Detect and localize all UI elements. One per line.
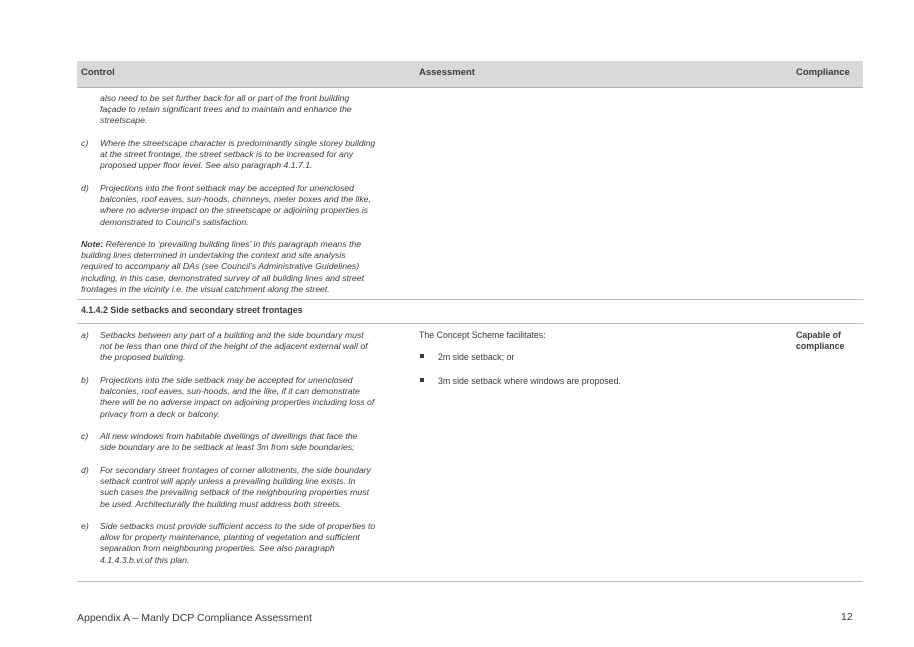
text-line: Capable of <box>796 330 841 340</box>
text-line: balconies, roof eaves, sun-hoods, and the like, if it can demonstrate <box>100 386 360 397</box>
text-line: demonstrated to Council’s satisfaction. <box>100 216 249 227</box>
header-compliance: Compliance <box>796 67 850 78</box>
note-label: Note: <box>81 239 104 249</box>
text-line: not be less than one third of the height of the adjacent external wall of <box>100 341 368 352</box>
text-line: setback control will apply unless a prevailing building line exists. In <box>100 476 356 487</box>
table-header <box>77 61 863 88</box>
item-marker: a) <box>81 330 89 340</box>
control-item-e <box>100 521 412 566</box>
text-line: privacy from a deck or balcony. <box>100 408 220 419</box>
text-line: Where the streetscape character is predominantly single storey building <box>100 138 376 148</box>
control-item-b <box>100 375 412 420</box>
text-line: frontages in the vicinity i.e. the visual catchment along the street. <box>81 283 330 294</box>
control-item-d <box>100 465 412 510</box>
item-marker: e) <box>81 521 89 531</box>
page-number: 12 <box>841 611 853 623</box>
text-line: building lines determined in undertaking the context and site analysis <box>81 250 346 261</box>
table-bottom-rule <box>77 581 863 582</box>
assessment-bullet: 2m side setback; or <box>438 352 515 362</box>
text-line: For secondary street frontages of corner allotments, the side boundary <box>100 465 371 475</box>
text-line: streetscape. <box>100 115 148 126</box>
text-line: Projections into the front setback may be accepted for unenclosed <box>100 183 355 193</box>
text-line: compliance <box>796 341 845 352</box>
item-marker: d) <box>81 465 89 475</box>
text-line: Reference to ‘prevailing building lines’ in this paragraph means the <box>103 239 362 249</box>
text-line: including, in this case, demonstrated survey of all building lines and street <box>81 272 364 283</box>
control-item-c <box>100 138 412 172</box>
control-item-a <box>100 330 412 364</box>
text-line: the proposed building. <box>100 352 186 363</box>
text-line: also need to be set further back for all or part of the front building <box>100 93 350 103</box>
text-line: balconies, roof eaves, sun-hoods, chimneys, meter boxes and the like, <box>100 194 371 205</box>
text-line: Side setbacks must provide sufficient access to the side of properties to <box>100 521 376 531</box>
text-line: separation from neighbouring properties. See also paragraph <box>100 543 335 554</box>
text-line: be used. Architecturally the building must address both streets. <box>100 498 342 509</box>
control-note <box>81 239 411 295</box>
text-line: façade to retain significant trees and to maintain and enhance the <box>100 104 352 115</box>
text-line: Setbacks between any part of a building and the side boundary must <box>100 330 364 340</box>
text-line: side boundary are to be setback at least 3m from side boundaries; <box>100 442 355 453</box>
text-line: required to accompany all DAs (see Council’s Administrative Guidelines) <box>81 261 360 272</box>
header-control: Control <box>81 67 115 78</box>
control-intro-continued <box>100 93 412 127</box>
assessment-bullet: 3m side setback where windows are proposed. <box>438 376 621 386</box>
compliance-status <box>796 330 860 352</box>
control-item-c <box>100 431 412 453</box>
bullet-icon <box>420 352 426 358</box>
item-marker: c) <box>81 431 89 441</box>
text-line: allow for property maintenance, planting of vegetation and sufficient <box>100 532 360 543</box>
bullet-icon <box>420 376 426 382</box>
text-line: Projections into the side setback may be accepted for unenclosed <box>100 375 353 385</box>
footer-title: Appendix A – Manly DCP Compliance Assessment <box>77 612 313 624</box>
assessment-intro: The Concept Scheme facilitates: <box>419 330 546 340</box>
text-line: 4.1.4.3.b.vi.of this plan. <box>100 554 190 565</box>
text-line: where no adverse impact on the streetscape or adjoining properties is <box>100 205 369 216</box>
text-line: All new windows from habitable dwellings of dwellings that face the <box>100 431 358 441</box>
header-assessment: Assessment <box>419 67 475 78</box>
text-line: proposed upper floor level. See also paragraph 4.1.7.1. <box>100 160 313 171</box>
text-line: there will be no adverse impact on adjoining properties including loss of <box>100 397 375 408</box>
control-item-d <box>100 183 412 228</box>
row-divider <box>77 323 863 324</box>
text-line: at the street frontage, the street setback is to be increased for any <box>100 149 354 160</box>
row-divider <box>77 299 863 300</box>
item-marker: b) <box>81 375 89 385</box>
item-marker: d) <box>81 183 89 193</box>
section-heading: 4.1.4.2 Side setbacks and secondary street frontages <box>81 305 303 315</box>
text-line: such cases the prevailing setback of the neighbouring properties must <box>100 487 369 498</box>
item-marker: c) <box>81 138 89 148</box>
